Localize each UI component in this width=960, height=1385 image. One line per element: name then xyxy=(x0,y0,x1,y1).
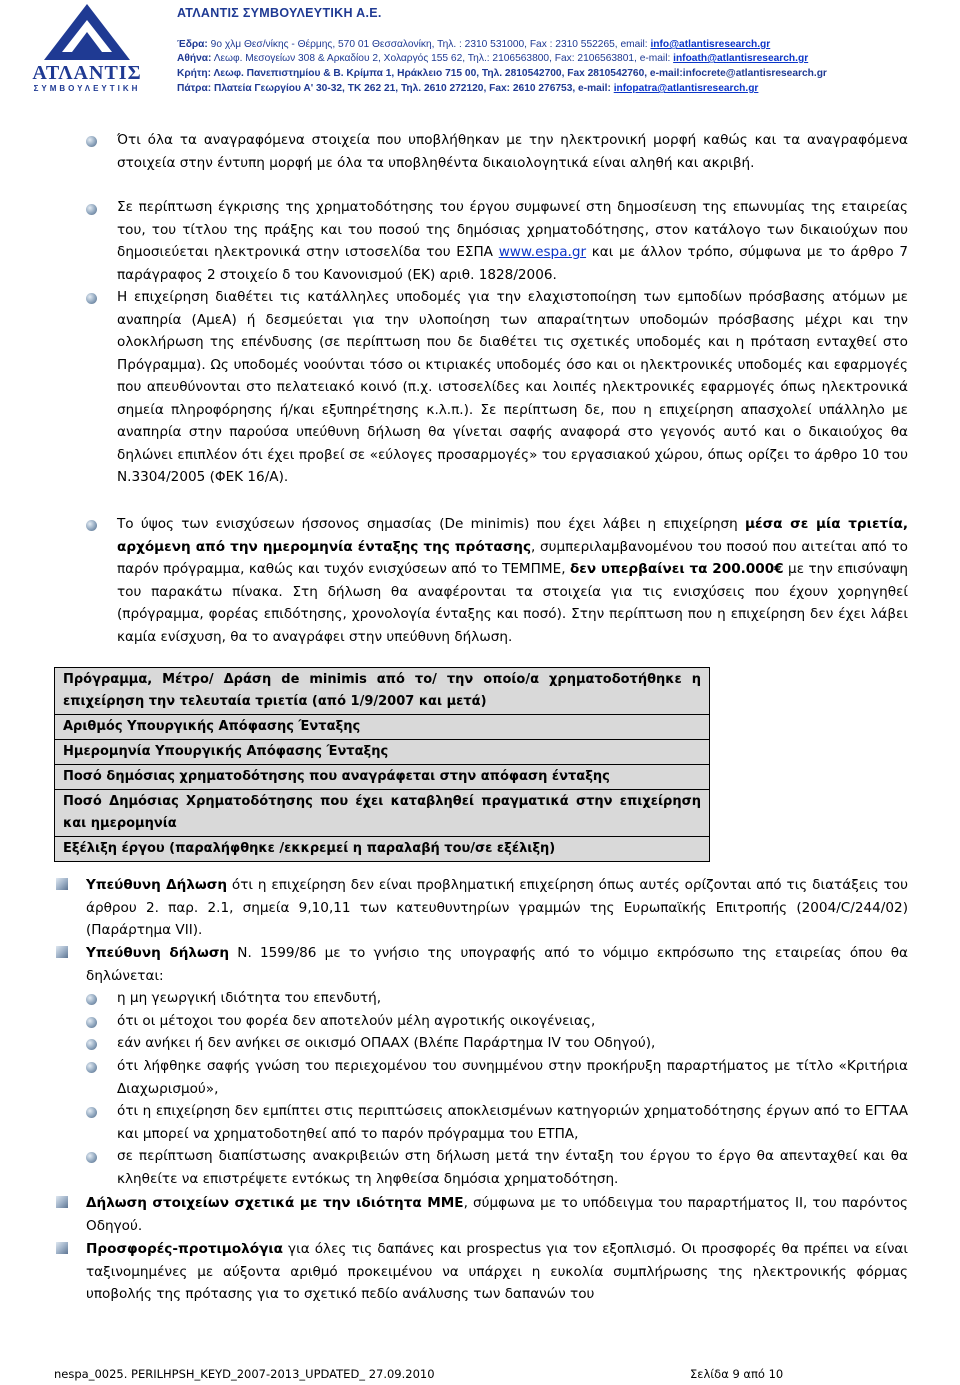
email-link-patra[interactable]: infopatra@atlantisresearch.gr xyxy=(613,83,759,94)
letterhead xyxy=(0,0,960,110)
paragraph-sme-declaration: Δήλωση στοιχείων σχετικά με την ιδιότητα ΜΜΕ, σύμφωνα με το υπόδειγμα του παραρτήματος ΙΙ, του παρόντος Οδηγού. xyxy=(86,1195,909,1234)
paragraph-solemn-declaration: Υπεύθυνη δήλωση Ν. 1599/86 με το γνήσιο της υπογραφής από το νόμιμο εκπρόσωπο της εταιρείας όπου θα δηλώνεται: xyxy=(86,945,909,984)
bullet-icon xyxy=(86,136,97,147)
square-bullet-icon xyxy=(56,1242,68,1254)
table-cell: Ποσό δημόσιας χρηματοδότησης που αναγράφεται στην απόφαση ένταξης xyxy=(55,765,710,790)
bullet-icon xyxy=(86,1107,97,1118)
paragraph-publication-consent: Σε περίπτωση έγκρισης της χρηματοδότησης του έργου συμφωνεί στη δημοσίευση της επωνυμίας της εταιρείας του, του τίτλου της πράξης και του ποσού της δημόσιας χρηματοδότησης, στον κατάλογο των δικαιούχων που δημοσιεύεται ηλεκτρονικά στην ιστοσελίδα του ΕΣΠΑ www.espa.gr και με άλλον τρόπο, σύμφωνα με το άρθρο 7 παράγραφος 2 στοιχείο δ του Κανονισμού (ΕΚ) αριθ. 1828/2006. xyxy=(117,199,908,283)
list-item: σε περίπτωση διαπίστωσης ανακριβειών στη δήλωση μετά την ένταξη του έργου το έργο θα απενταχθεί και θα κληθείτε να επιστρέψετε εντόκως τη ληφθείσα δημόσια χρηματοδότηση. xyxy=(117,1148,908,1187)
bullet-icon xyxy=(86,1062,97,1073)
table-cell: Αριθμός Υπουργικής Απόφασης Ένταξης xyxy=(55,715,710,740)
atlantis-logo xyxy=(12,2,162,96)
email-link-hq[interactable]: info@atlantisresearch.gr xyxy=(650,39,771,50)
address-line-patra: Πάτρα: Πλατεία Γεωργίου Α' 30-32, ΤΚ 262 21, Τηλ. 2610 272120, Fax: 2610 276753, e-mail: infopatra@atlantisresearch.gr xyxy=(177,83,759,94)
bullet-icon xyxy=(86,994,97,1005)
footer-filename: nespa_0025. PERILHPSH_KEYD_2007-2013_UPDATED_ 27.09.2010 xyxy=(54,1367,435,1381)
espa-link[interactable]: www.espa.gr xyxy=(498,244,587,260)
list-item: ότι λήφθηκε σαφής γνώση του περιεχομένου του συνημμένου στην προκήρυξη παραρτήματος με τίτλο «Κριτήρια Διαχωρισμού», xyxy=(117,1058,908,1097)
paragraph-quotations: Προσφορές-προτιμολόγια για όλες τις δαπάνες και prospectus για τον εξοπλισμό. Οι προσφορές θα πρέπει να είναι ταξινομημένες με αύξοντα αριθμό προκειμένου να υπάρχει η ευκολία συμπλήρωσης της ηλεκτρονικής φόρμας υποβολής της πρότασης για το σχετικό πεδίο ανάλυσης των δαπανών του xyxy=(86,1241,908,1302)
logo-name: ΑΤΛΑΝΤΙΣ xyxy=(32,62,142,84)
table-cell: Εξέλιξη έργου (παραλήφθηκε /εκκρεμεί η παραλαβή του/σε εξέλιξη) xyxy=(55,837,710,862)
bullet-icon xyxy=(86,1017,97,1028)
list-item: ότι οι μέτοχοι του φορέα δεν αποτελούν μέλη αγροτικής οικογένειας, xyxy=(117,1013,596,1029)
bullet-icon xyxy=(86,520,97,531)
bullet-icon xyxy=(86,204,97,215)
list-item: ότι η επιχείρηση δεν εμπίπτει στις περιπτώσεις αποκλεισμένων κατηγοριών χρηματοδότησης έργων από το ΕΓΤΑΑ και μπορεί να χρηματοδοτηθεί από το παρόν πρόγραμμα του ΕΤΠΑ, xyxy=(117,1103,908,1142)
bullet-icon xyxy=(86,1039,97,1050)
table-cell: Πρόγραμμα, Μέτρο/ Δράση de minimis από το/ την οποίο/α χρηματοδοτήθηκε η επιχείρηση την τελευταία τριετία (από 1/9/2007 και μετά) xyxy=(55,668,710,715)
de-minimis-table xyxy=(54,667,710,862)
address-line-athens: Αθήνα: Λεωφ. Μεσογείων 308 & Αρκαδίου 2, Χολαργός 155 62, Τηλ.: 2106563800, Fax: 2106563801, e-mail: infoath@atlantisresearch.gr xyxy=(177,53,809,64)
table-row xyxy=(55,668,710,715)
paragraph-non-problematic: Υπεύθυνη Δήλωση ότι η επιχείρηση δεν είναι προβληματική επιχείρηση όπως αυτές ορίζονται από τις διατάξεις του άρθρου 2. παρ. 2.1, σημεία 9,10,11 των κατευθυντηρίων γραμμών της Ευρωπαϊκής Επιτροπής (2004/C/244/02) (Παράρτημα VII). xyxy=(86,877,908,938)
paragraph-de-minimis: Το ύψος των ενισχύσεων ήσσονος σημασίας (De minimis) που έχει λάβει η επιχείρηση μέσα σε μία τριετία, αρχόμενη από την ημερομηνία ένταξης της πρότασης, συμπεριλαμβανομένου του ποσού που αιτείται από το παρόν πρόγραμμα, καθώς και τυχόν ενισχύσεων από το ΤΕΜΠΜΕ, δεν υπερβαίνει τα 200.000€ με την επισύναψη του παρακάτω πίνακα. Στη δήλωση θα αναφέρονται τα στοιχεία για τις ενισχύσεις που έχουν χορηγηθεί (πρόγραμμα, φορέας επιδότησης, χρονολογία ένταξης και ποσό). Στην περίπτωση που η επιχείρηση δεν έχει λάβει καμία ενίσχυση, θα το αναγράφει στην υπεύθυνη δήλωση. xyxy=(117,516,909,645)
paragraph-data-truth: Ότι όλα τα αναγραφόμενα στοιχεία που υποβλήθηκαν με την ηλεκτρονική μορφή καθώς και τα αναγραφόμενα στοιχεία στην έντυπη μορφή με όλα τα υποβληθέντα δικαιολογητικά είναι αληθή και ακριβή. xyxy=(117,132,908,171)
company-name: ΑΤΛΑΝΤΙΣ ΣΥΜΒΟΥΛΕΥΤΙΚΗ Α.Ε. xyxy=(177,6,382,20)
email-link-athens[interactable]: infoath@atlantisresearch.gr xyxy=(673,53,809,64)
square-bullet-icon xyxy=(56,946,68,958)
bullet-icon xyxy=(86,1152,97,1163)
table-row xyxy=(55,715,710,740)
logo-subtitle: ΣΥΜΒΟΥΛΕΥΤΙΚΗ xyxy=(33,84,141,93)
table-row xyxy=(55,837,710,862)
paragraph-accessibility: Η επιχείρηση διαθέτει τις κατάλληλες υποδομές για την ελαχιστοποίηση των εμποδίων πρόσβασης ατόμων με αναπηρία (ΑμεΑ) ή δεσμεύεται για την υλοποίηση των απαραίτητων υποδομών πρόσβασης μέχρι και την ολοκλήρωση της επένδυσης (σε περίπτωση που δε διαθέτει τις σχετικές υποδομές και η πρόταση ενταχθεί στο Πρόγραμμα). Ως υποδομές νοούνται τόσο οι κτιριακές υποδομές όσο και οι ηλεκτρονικές υποδομές και εφαρμογές που απευθύνονται στο πελατειακό κοινό (π.χ. ιστοσελίδες και λοιπές ηλεκτρονικές εφαρμογές όπως ηλεκτρονικά σημεία πληροφόρησης ή/και εξυπηρέτησης κ.λ.π.). Σε περίπτωση δε, που η επιχείρηση απασχολεί υπάλληλο με αναπηρία στην παρούσα υπεύθυνη δήλωση θα γίνεται σαφής αναφορά στο γεγονός αυτό και ο δικαιούχος θα δηλώνει επιπλέον ότι έχει προβεί σε «εύλογες προσαρμογές» του εργασιακού χώρου, όπως ορίζει το άρθρο 10 του Ν.3304/2005 (ΦΕΚ 16/Α). xyxy=(117,289,908,485)
footer-page-number: Σελίδα 9 από 10 xyxy=(690,1367,784,1381)
table-row xyxy=(55,790,710,837)
table-cell: Ποσό Δημόσιας Χρηματοδότησης που έχει καταβληθεί πραγματικά στην επιχείρηση και ημερομηνία xyxy=(55,790,710,837)
table-row xyxy=(55,740,710,765)
table-cell: Ημερομηνία Υπουργικής Απόφασης Ένταξης xyxy=(55,740,710,765)
address-line-hq: Έδρα: 9ο χλμ Θεσ/νίκης - Θέρμης, 570 01 Θεσσαλονίκη, Τηλ. : 2310 531000, Fax : 2310 552265, email: info@atlantisresearch.gr xyxy=(177,39,771,50)
list-item: η μη γεωργική ιδιότητα του επενδυτή, xyxy=(117,990,382,1006)
list-item: εάν ανήκει ή δεν ανήκει σε οικισμό ΟΠΑΑΧ (Βλέπε Παράρτημα IV του Οδηγού), xyxy=(117,1035,656,1051)
bullet-icon xyxy=(86,293,97,304)
square-bullet-icon xyxy=(56,1196,68,1208)
square-bullet-icon xyxy=(56,878,68,890)
address-line-crete: Κρήτη: Λεωφ. Πανεπιστημίου & Β. Κρίμπα 1, Ηράκλειο 715 00, Τηλ. 2810542700, Fax 2810542760, e-mail:infocrete@atlantisresearch.gr xyxy=(177,68,827,79)
table-row xyxy=(55,765,710,790)
logo-triangle-icon xyxy=(12,2,162,64)
